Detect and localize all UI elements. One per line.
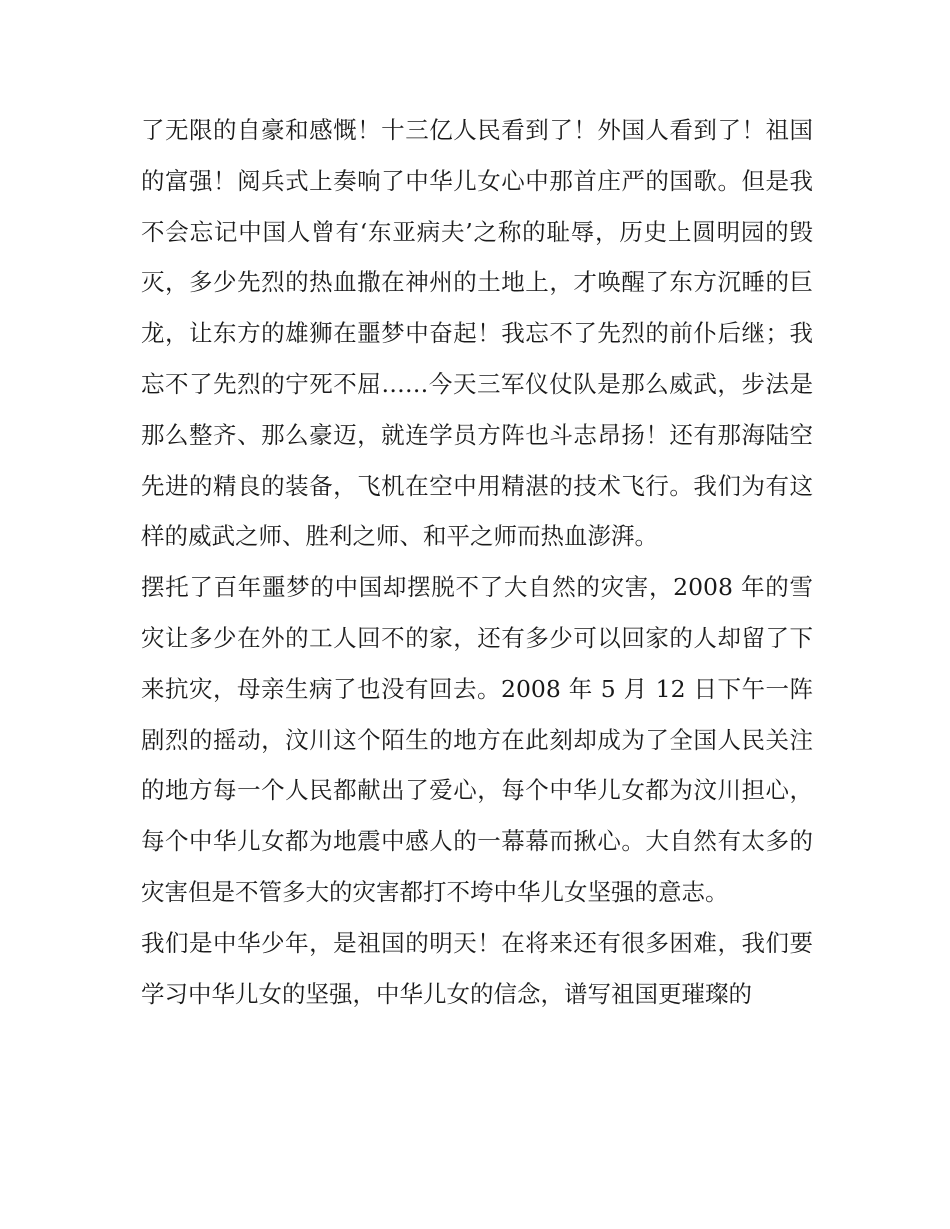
document-body	[141, 105, 813, 1019]
paragraph-3: 我们是中华少年，是祖国的明天！在将来还有很多困难，我们要学习中华儿女的坚强，中华儿女的信念，谱写祖国更璀璨的	[141, 928, 813, 1008]
paragraph-1: 了无限的自豪和感慨！十三亿人民看到了！外国人看到了！祖国的富强！阅兵式上奏响了中华儿女心中那首庄严的国歌。但是我不会忘记中国人曾有‘东亚病夫’之称的耻辱，历史上圆明园的毁灭，多少先烈的热血撒在神州的土地上，才唤醒了东方沉睡的巨龙，让东方的雄狮在噩梦中奋起！我忘不了先烈的前仆后继；我忘不了先烈的宁死不屈……今天三军仪仗队是那么威武，步法是那么整齐、那么豪迈，就连学员方阵也斗志昂扬！还有那海陆空先进的精良的装备，飞机在空中用精湛的技术飞行。我们为有这样的威武之师、胜利之师、和平之师而热血澎湃。	[141, 116, 813, 551]
paragraph-2: 摆托了百年噩梦的中国却摆脱不了大自然的灾害，2008 年的雪灾让多少在外的工人回不的家，还有多少可以回家的人却留了下来抗灾，母亲生病了也没有回去。2008 年 5 月 12 日下午一阵剧烈的摇动，汶川这个陌生的地方在此刻却成为了全国人民关注的地方每一个人民都献出了爱心，每个中华儿女都为汶川担心，每个中华儿女都为地震中感人的一幕幕而揪心。大自然有太多的灾害但是不管多大的灾害都打不垮中华儿女坚强的意志。	[141, 573, 813, 906]
